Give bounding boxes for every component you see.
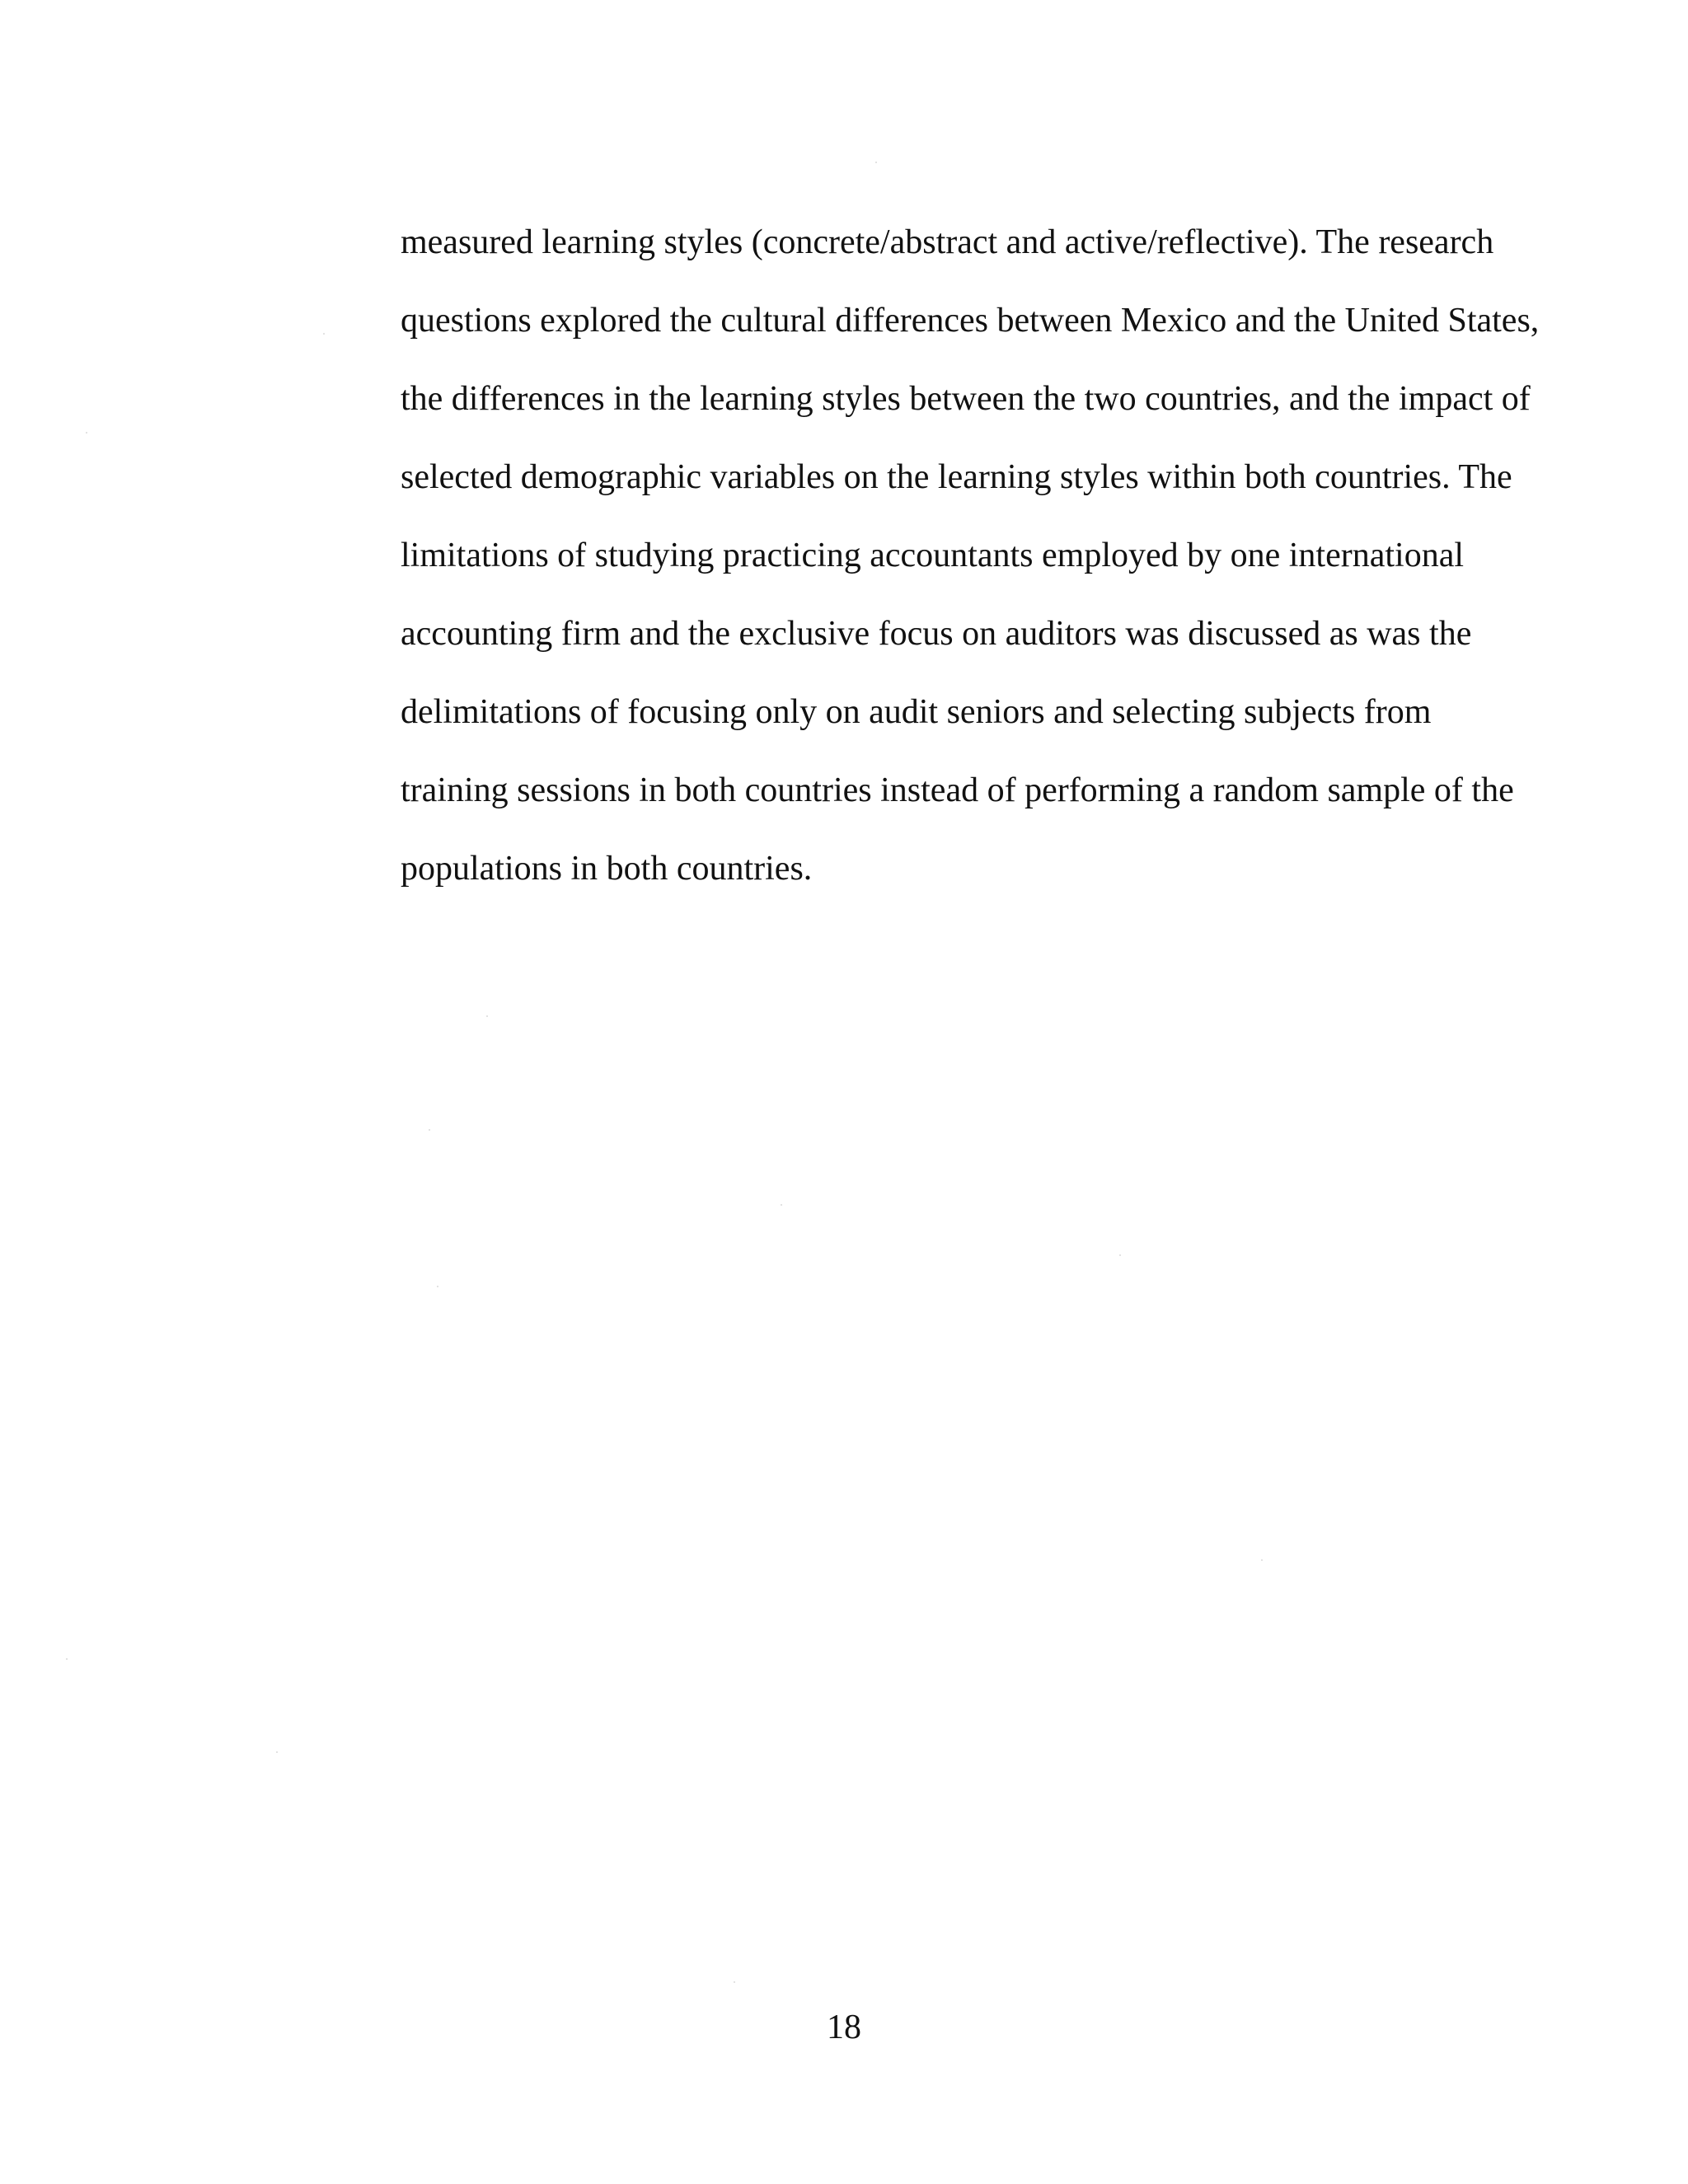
scan-speck (437, 1286, 438, 1287)
body-paragraph (401, 216, 1540, 921)
paragraph-line: measured learning styles (concrete/abstract and active/reflective). The research (401, 223, 1494, 261)
paragraph-line: limitations of studying practicing accountants employed by one international (401, 537, 1465, 574)
scan-speck (1261, 1559, 1263, 1561)
paragraph-line: selected demographic variables on the learning styles within both countries. The (401, 458, 1512, 496)
page-number: 18 (827, 2008, 861, 2046)
scan-speck (734, 1981, 735, 1983)
scan-speck (1119, 1254, 1121, 1256)
paragraph-line: the differences in the learning styles between the two countries, and the impact of (401, 380, 1531, 418)
paragraph-line: accounting firm and the exclusive focus on auditors was discussed as was the (401, 615, 1472, 653)
paragraph-line: training sessions in both countries instead of performing a random sample of the (401, 771, 1514, 809)
paragraph-line: populations in both countries. (401, 850, 813, 888)
scan-speck (486, 1015, 488, 1017)
paragraph-line: questions explored the cultural differences between Mexico and the United States, (401, 302, 1540, 340)
scan-speck (323, 333, 325, 335)
scan-speck (86, 432, 87, 434)
scan-speck (429, 1129, 430, 1131)
scan-speck (781, 1204, 782, 1206)
scan-speck (276, 1751, 278, 1753)
paragraph-line: delimitations of focusing only on audit seniors and selecting subjects from (401, 693, 1432, 731)
scan-speck (875, 162, 877, 163)
scan-speck (66, 1658, 68, 1660)
